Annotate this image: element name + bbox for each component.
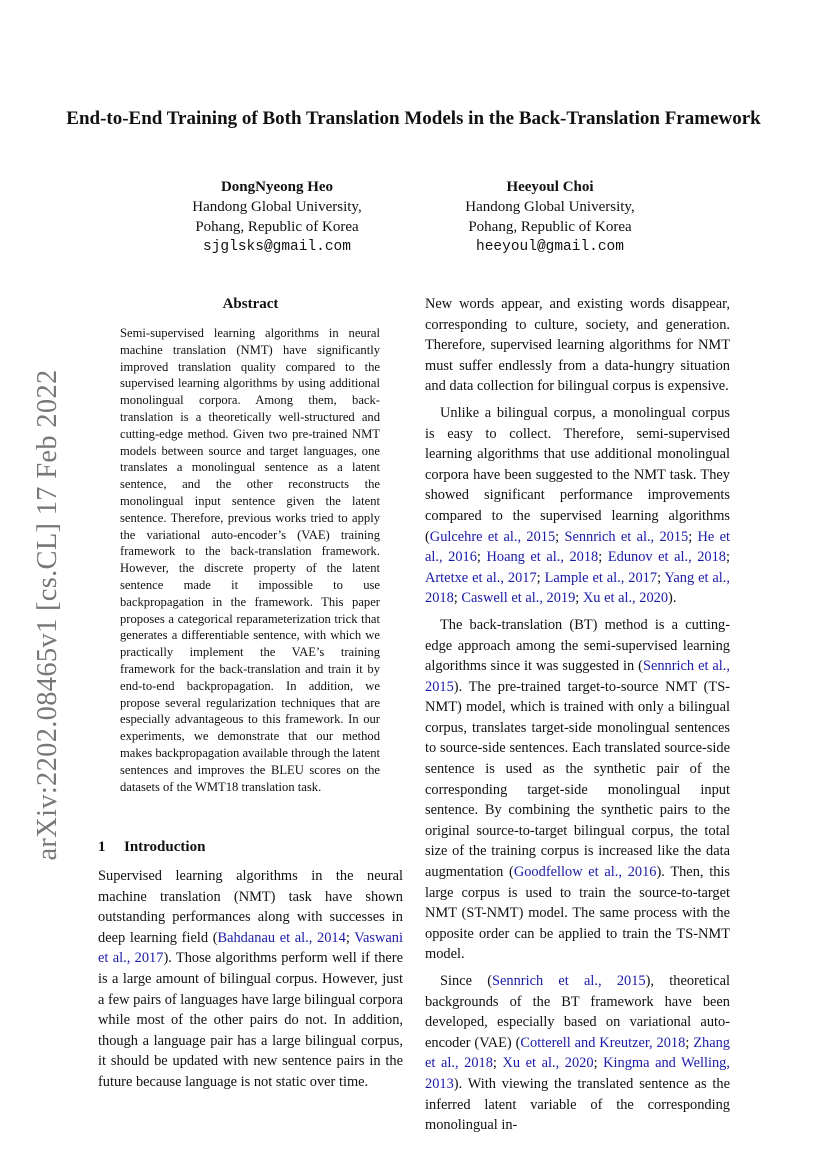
citation-link[interactable]: Yang et al., 2018: [425, 569, 730, 607]
right-column: [425, 294, 730, 1136]
citation-link[interactable]: Xu et al., 2020: [502, 1055, 594, 1072]
paragraph-back-translation: The back-translation (BT) method is a cutting-edge approach among the semi-supervised learning algorithms since it was suggested in (Sennrich et al., 2015). The pre-trained target-to-source NMT (TS-NMT) model, which is trained with only a bilingual corpus, translates target-side monolingual sentences to source-side sentences. Each translated source-side sentence is used as the synthetic pair of the corresponding target-side monolingual input sentence. By combining the synthetic pairs to the original source-to-target bilingual corpus, the total size of the training corpus is increased like the data augmentation (Goodfellow et al., 2016). Then, this large corpus is used to train the source-to-target NMT (ST-NMT) model. The same process with the opposite order can be applied to train the TS-NMT model.: [425, 616, 730, 963]
citation-link[interactable]: Artetxe et al., 2017: [425, 569, 537, 586]
abstract-heading: Abstract: [222, 296, 279, 312]
author-email[interactable]: sjglsks@gmail.com: [203, 239, 351, 255]
author-location: Pohang, Republic of Korea: [468, 219, 632, 235]
citation-link[interactable]: Gulcehre et al., 2015: [429, 528, 556, 545]
citation-link[interactable]: Xu et al., 2020: [582, 590, 669, 607]
paragraph-continued: New words appear, and existing words disappear, corresponding to culture, society, and generation. Therefore, supervised learning algorithms for NMT must suffer endlessly from a data-hungry situation and data collection for bilingual corpus is expensive.: [425, 296, 730, 395]
citation-link[interactable]: Sennrich et al., 2015: [425, 658, 730, 695]
abstract-text: Semi-supervised learning algorithms in neural machine translation (NMT) have significantly improved translation quality compared to the supervised learning algorithms by using additional monolingual corpora. Among them, back-translation is a theoretically well-structured and cutting-edge method. Given two pre-trained NMT models between source and target languages, one translates a monolingual sentence as a latent sentence, and the other reconstructs the monolingual input sentence given the latent sentence. Therefore, previous works tried to apply the variational auto-encoder’s (VAE) training framework to the back-translation framework. However, the discrete property of the latent sentence made it impossible to use backpropagation in the framework. This paper proposes a categorical reparameterization trick that generates a differentiable sentence, with which we practically implement the VAE’s training framework for the back-translation and train it by end-to-end backpropagation. In addition, we propose several regularization techniques that are especially advantageous to this framework. In our experiments, we demonstrate that our method makes backpropagation available through the latent sentences and improves the BLEU scores on the datasets of the WMT18 translation task.: [120, 326, 380, 794]
citation-link[interactable]: He et al., 2016: [425, 528, 730, 566]
citation-link[interactable]: Goodfellow et al., 2016: [513, 864, 657, 881]
citation-link[interactable]: Vaswani et al., 2017: [98, 929, 403, 967]
arxiv-side-label: arXiv:2202.08465v1 [cs.CL] 17 Feb 2022: [32, 369, 63, 861]
citation-link[interactable]: Sennrich et al., 2015: [564, 528, 689, 545]
author-location: Pohang, Republic of Korea: [195, 219, 359, 235]
author-affiliation: Handong Global University,: [192, 199, 362, 215]
citation-link[interactable]: Edunov et al., 2018: [607, 549, 727, 566]
citation-link[interactable]: Zhang et al., 2018: [425, 1034, 730, 1072]
author-affiliation: Handong Global University,: [465, 199, 635, 215]
section-number: 1: [98, 839, 106, 855]
citation-link[interactable]: Lample et al., 2017: [544, 569, 658, 586]
paragraph-monolingual: Unlike a bilingual corpus, a monolingual corpus is easy to collect. Therefore, semi-supervised learning algorithms that use additional monolingual corpora have been suggested to the NMT task. They showed significant performance improvements compared to the supervised learning algorithms (Gulcehre et al., 2015; Sennrich et al., 2015; He et al., 2016; Hoang et al., 2018; Edunov et al., 2018; Artetxe et al., 2017; Lample et al., 2017; Yang et al., 2018; Caswell et al., 2019; Xu et al., 2020).: [425, 404, 731, 607]
citation-link[interactable]: Cotterell and Kreutzer, 2018: [520, 1034, 686, 1051]
citation-link[interactable]: Caswell et al., 2019: [461, 590, 576, 607]
author-name: DongNyeong Heo: [220, 179, 334, 195]
author-block-2: [420, 177, 680, 257]
author-block-1: [147, 177, 407, 257]
paragraph-vae: Since (Sennrich et al., 2015), theoretical backgrounds of the BT framework have been developed, especially based on variational auto-encoder (VAE) (Cotterell and Kreutzer, 2018; Zhang et al., 2018; Xu et al., 2020; Kingma and Welling, 2013). With viewing the translated sentence as the inferred latent variable of the corresponding monolingual in-: [425, 973, 730, 1134]
section-heading-introduction: [98, 839, 205, 856]
citation-link[interactable]: Sennrich et al., 2015: [492, 973, 646, 989]
section-title: Introduction: [124, 839, 206, 855]
intro-paragraph-1: Supervised learning algorithms in the neural machine translation (NMT) task have shown outstanding performances along with successes in deep learning field (Bahdanau et al., 2014; Vaswani et al., 2017). Those algorithms perform well if there is a large amount of bilingual corpus. However, just a few pairs of languages have large bilingual corpora while most of the other pairs do not. In addition, though a language pair has a large bilingual corpus, it should be updated with new sentence pairs in the future because language is not static over time.: [98, 868, 404, 1090]
citation-list: Gulcehre et al., 2015; Sennrich et al., 2015; He et al., 2016; Hoang et al., 2018; Edunov et al., 2018; Artetxe et al., 2017; Lample et al., 2017; Yang et al., 2018; Caswell et al., 2019; Xu et al., 2020: [425, 528, 731, 607]
citation-link[interactable]: Hoang et al., 2018: [486, 549, 599, 566]
citation-list: Cotterell and Kreutzer, 2018; Zhang et al., 2018; Xu et al., 2020; Kingma and Welling, 2013: [425, 1034, 730, 1092]
author-email[interactable]: heeyoul@gmail.com: [476, 239, 624, 255]
citation-link[interactable]: Bahdanau et al., 2014: [217, 929, 346, 946]
author-name: Heeyoul Choi: [506, 179, 594, 195]
paper-title: End-to-End Training of Both Translation Models in the Back-Translation Framework: [66, 108, 761, 129]
citation-link[interactable]: Kingma and Welling, 2013: [425, 1055, 730, 1092]
